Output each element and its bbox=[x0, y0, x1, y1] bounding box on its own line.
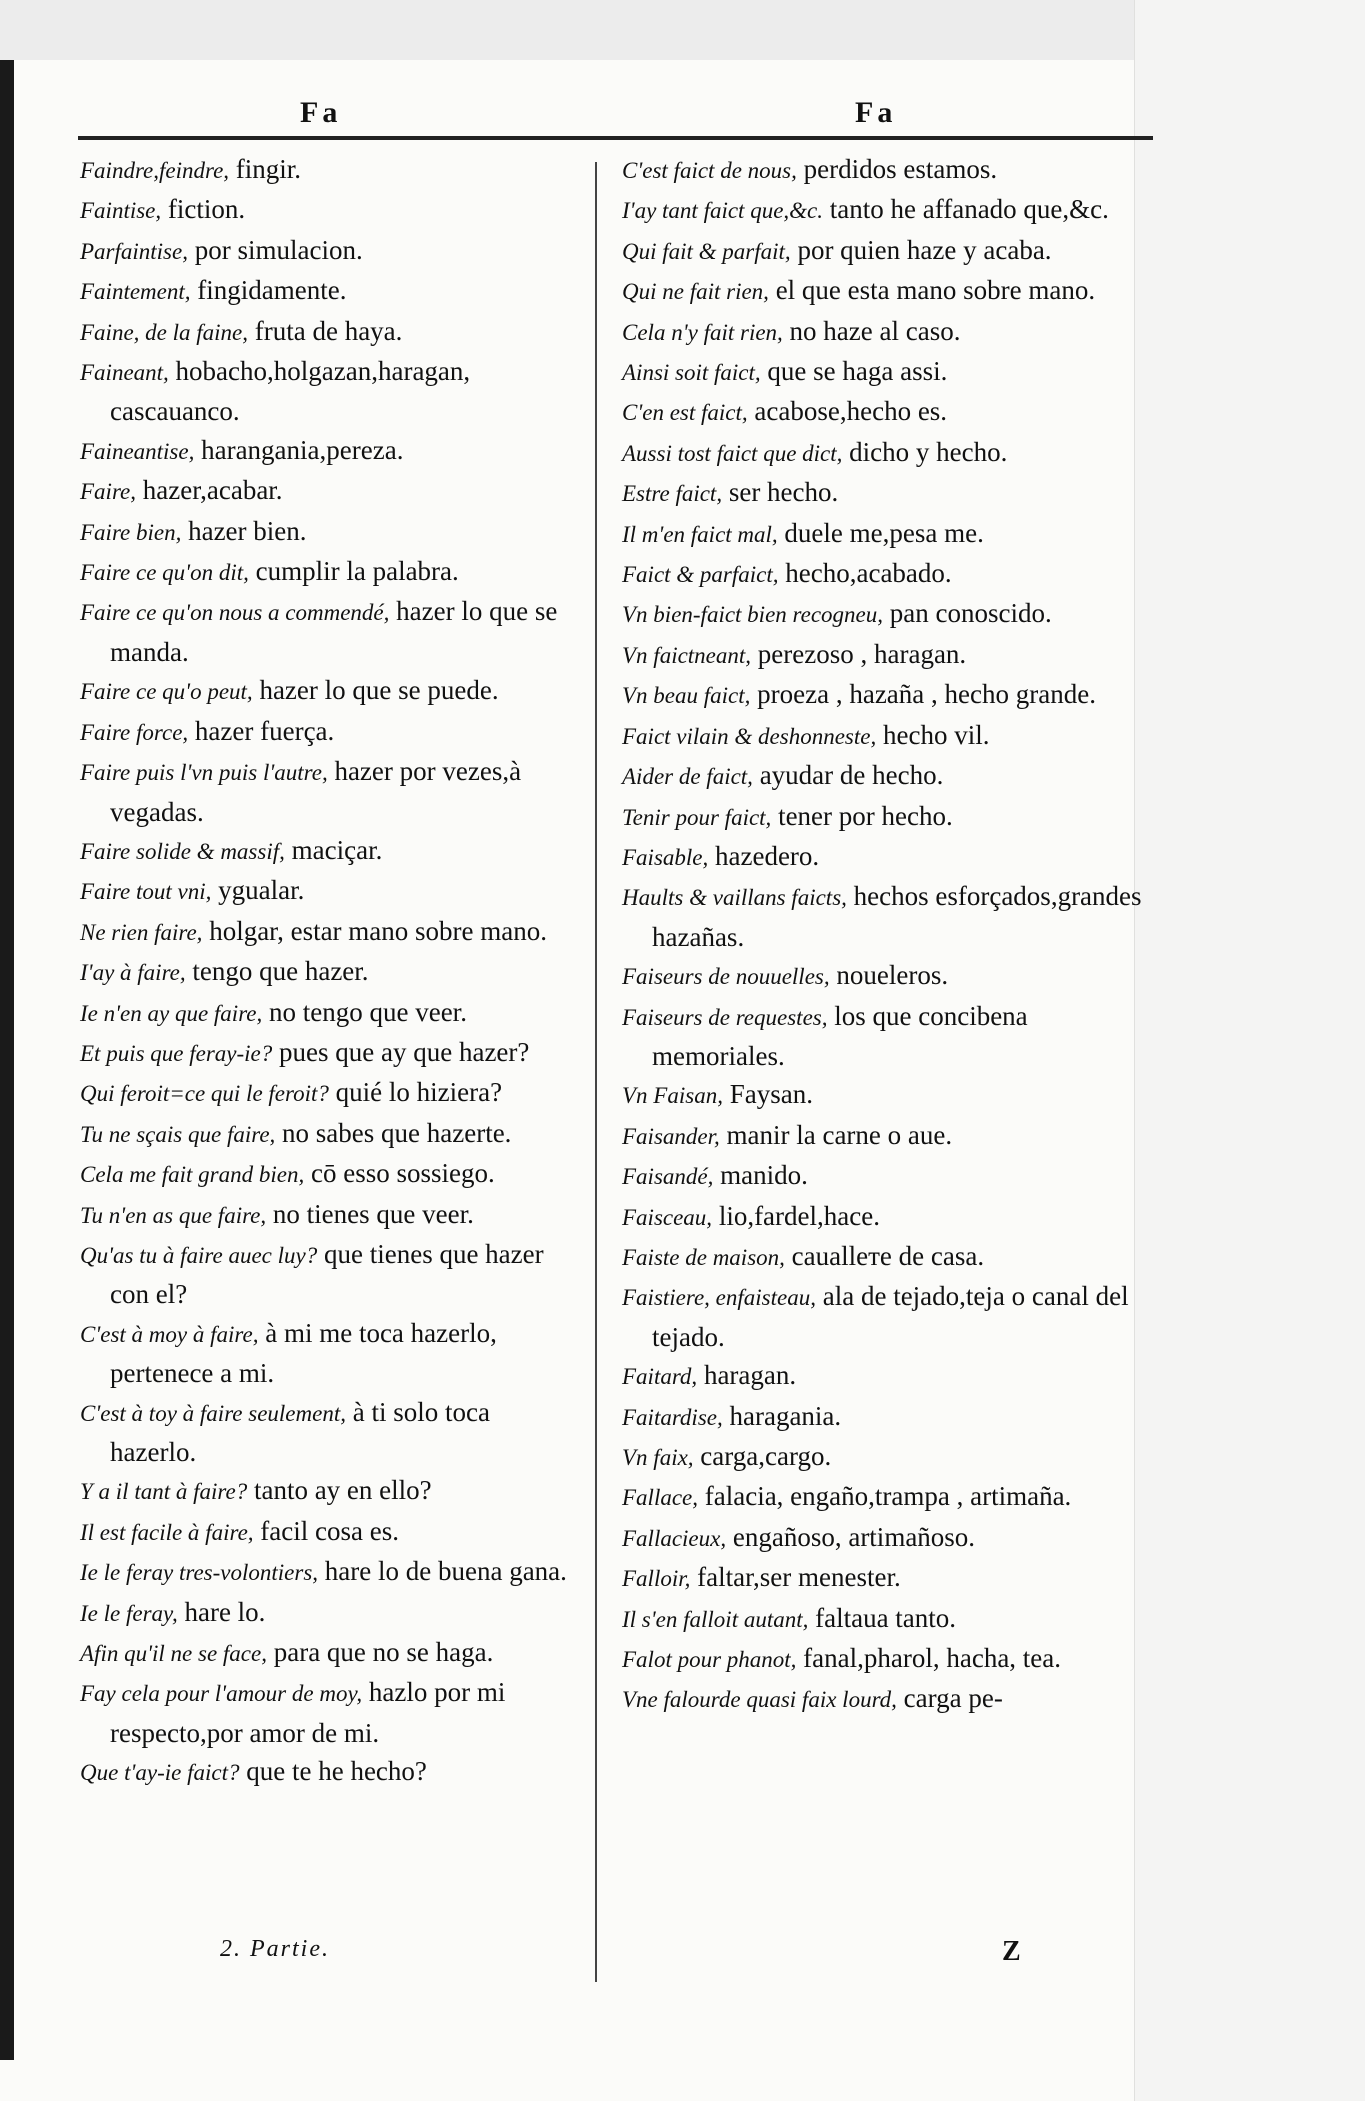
entry-definition: que tienes que hazer con el? bbox=[110, 1238, 544, 1310]
dictionary-entry bbox=[622, 473, 1157, 513]
entry-term: Y a il tant à faire? bbox=[80, 1479, 248, 1505]
dictionary-entry bbox=[80, 231, 570, 271]
entry-definition: no tengo que veer. bbox=[262, 996, 467, 1027]
running-head-right: Fa bbox=[855, 96, 897, 129]
entry-definition: hecho vil. bbox=[876, 719, 990, 750]
dictionary-entry bbox=[80, 871, 570, 911]
entry-term: Et puis que feray-ie? bbox=[80, 1040, 273, 1066]
entry-term: Faire ce qu'o peut, bbox=[80, 679, 253, 705]
dictionary-entry bbox=[80, 1114, 570, 1154]
entry-definition: el que esta mano sobre mano. bbox=[768, 275, 1096, 306]
entry-definition: carga pe- bbox=[896, 1683, 1003, 1714]
entry-term: Faire bien, bbox=[80, 519, 182, 545]
entry-definition: lio,fardel,hace. bbox=[712, 1200, 880, 1231]
entry-term: Qui fait & parfait, bbox=[622, 238, 791, 264]
dictionary-entry bbox=[80, 1673, 570, 1752]
entry-definition: hazer fuerça. bbox=[188, 715, 335, 746]
entry-definition: à mi me toca hazerlo, pertenece a mi. bbox=[110, 1317, 497, 1389]
entry-definition: hecho,acabado. bbox=[778, 558, 952, 589]
entry-definition: hechos esforçados,grandes hazañas. bbox=[652, 881, 1142, 952]
dictionary-entry bbox=[622, 231, 1157, 271]
entry-term: Faire puis l'vn puis l'autre, bbox=[80, 760, 328, 786]
entry-definition: carga,cargo. bbox=[693, 1441, 832, 1471]
dictionary-entry bbox=[622, 635, 1157, 675]
entry-definition: para que no se haga. bbox=[266, 1637, 494, 1668]
entry-term: Faineantise, bbox=[80, 438, 195, 464]
entry-definition: ygualar. bbox=[211, 875, 305, 906]
entry-definition: tanto he affanado que,&c. bbox=[823, 194, 1109, 225]
dictionary-entry bbox=[622, 997, 1157, 1076]
left-column bbox=[80, 150, 570, 1793]
entry-definition: pan conoscido. bbox=[883, 598, 1052, 629]
entry-definition: Faysan. bbox=[722, 1079, 813, 1110]
dictionary-entry bbox=[80, 671, 570, 711]
dictionary-entry bbox=[622, 1237, 1157, 1277]
dictionary-entry bbox=[622, 1397, 1157, 1437]
signature-mark: 2. Partie. bbox=[220, 1936, 330, 1962]
header-rule bbox=[78, 136, 1153, 140]
dictionary-entry bbox=[622, 514, 1157, 554]
entry-term: Fallace, bbox=[622, 1485, 698, 1511]
dictionary-entry bbox=[622, 271, 1157, 311]
dictionary-entry bbox=[80, 1314, 570, 1393]
dictionary-entry bbox=[622, 392, 1157, 432]
dictionary-entry bbox=[622, 1558, 1157, 1598]
entry-definition: tener por hecho. bbox=[771, 800, 953, 831]
entry-term: Fallacieux, bbox=[622, 1525, 727, 1551]
dictionary-entry bbox=[622, 1639, 1157, 1679]
dictionary-entry bbox=[80, 1154, 570, 1194]
entry-term: Faire ce qu'on dit, bbox=[80, 560, 249, 586]
dictionary-entry bbox=[80, 1512, 570, 1552]
entry-definition: acabose,hecho es. bbox=[747, 396, 948, 427]
entry-term: I'ay tant faict que,&c. bbox=[622, 198, 824, 224]
entry-definition: ala de tejado,teja o canal del tejado. bbox=[652, 1281, 1129, 1352]
entry-term: C'en est faict, bbox=[622, 400, 748, 426]
entry-term: Ie le feray tres-volontiers, bbox=[80, 1560, 319, 1586]
entry-term: I'ay à faire, bbox=[80, 960, 186, 986]
entry-term: C'est à toy à faire seulement, bbox=[80, 1400, 346, 1426]
entry-definition: hazer por vezes,à vegadas. bbox=[110, 756, 522, 827]
dictionary-entry bbox=[80, 271, 570, 311]
dictionary-entry bbox=[80, 1593, 570, 1633]
dictionary-entry bbox=[80, 190, 570, 230]
entry-definition: tanto ay en ello? bbox=[247, 1475, 432, 1506]
dictionary-entry bbox=[80, 1633, 570, 1673]
dictionary-entry bbox=[80, 150, 570, 190]
dictionary-entry bbox=[80, 512, 570, 552]
dictionary-entry bbox=[622, 312, 1157, 352]
entry-definition: haragania. bbox=[722, 1400, 842, 1431]
entry-term: Que t'ay-ie faict? bbox=[80, 1760, 240, 1786]
dictionary-entry bbox=[622, 956, 1157, 996]
entry-definition: hazer,acabar. bbox=[136, 475, 283, 506]
entry-term: Faisceau, bbox=[622, 1204, 713, 1230]
entry-term: Faitard, bbox=[622, 1364, 698, 1390]
dictionary-entry bbox=[622, 1518, 1157, 1558]
entry-term: Falloir, bbox=[622, 1566, 691, 1592]
entry-term: Faintise, bbox=[80, 198, 162, 224]
dictionary-entry bbox=[80, 312, 570, 352]
entry-definition: fingidamente. bbox=[190, 275, 347, 306]
entry-definition: engañoso, artimañoso. bbox=[726, 1521, 976, 1552]
dictionary-entry bbox=[622, 1356, 1157, 1396]
dictionary-entry bbox=[80, 1393, 570, 1472]
entry-term: Faict & parfaict, bbox=[622, 562, 779, 588]
entry-definition: cō esso sossiego. bbox=[304, 1158, 495, 1189]
entry-definition: perezoso , haragan. bbox=[751, 638, 967, 669]
entry-term: Faine, de la faine, bbox=[80, 319, 248, 345]
dictionary-entry bbox=[80, 752, 570, 831]
entry-definition: hazedero. bbox=[708, 840, 820, 871]
entry-definition: hare lo de buena gana. bbox=[318, 1556, 567, 1587]
entry-term: Il m'en faict mal, bbox=[622, 521, 778, 547]
dictionary-entry bbox=[80, 1033, 570, 1073]
entry-definition: noueleros. bbox=[829, 960, 949, 991]
entry-definition: hazlo por mi respecto,por amor de mi. bbox=[110, 1677, 506, 1748]
entry-definition: haragan. bbox=[697, 1360, 797, 1391]
entry-term: Faitardise, bbox=[622, 1404, 723, 1430]
entry-term: Parfaintise, bbox=[80, 238, 188, 264]
entry-term: Faintement, bbox=[80, 279, 191, 305]
dictionary-entry bbox=[80, 1552, 570, 1592]
entry-term: Faisandé, bbox=[622, 1164, 714, 1190]
entry-definition: à ti solo toca hazerlo. bbox=[110, 1396, 490, 1467]
entry-definition: holgar, estar mano sobre mano. bbox=[202, 915, 548, 946]
entry-definition: por simulacion. bbox=[187, 234, 363, 265]
dictionary-entry bbox=[80, 592, 570, 671]
entry-definition: fingir. bbox=[229, 154, 302, 184]
entry-term: Fay cela pour l'amour de moy, bbox=[80, 1681, 363, 1707]
entry-term: Vn faix, bbox=[622, 1445, 694, 1470]
entry-definition: no haze al caso. bbox=[782, 315, 961, 346]
dictionary-entry bbox=[80, 1073, 570, 1113]
entry-definition: perdidos estamos. bbox=[796, 154, 998, 184]
entry-term: Faisable, bbox=[622, 844, 709, 870]
entry-term: Faire solide & massif, bbox=[80, 838, 285, 864]
entry-term: Qu'as tu à faire auec luy? bbox=[80, 1242, 318, 1268]
entry-term: Faire ce qu'on nous a commendé, bbox=[80, 600, 390, 626]
entry-definition: maciçar. bbox=[284, 834, 383, 865]
entry-term: Aider de faict, bbox=[622, 764, 753, 790]
entry-definition: hobacho,holgazan,haragan, cascauanco. bbox=[110, 356, 471, 427]
entry-definition: que te he hecho? bbox=[239, 1756, 427, 1787]
dictionary-entry bbox=[622, 877, 1157, 956]
entry-definition: caualleте de casa. bbox=[784, 1240, 985, 1271]
right-column bbox=[622, 150, 1157, 1720]
dictionary-entry bbox=[622, 716, 1157, 756]
entry-definition: faltaua tanto. bbox=[808, 1602, 957, 1633]
dictionary-entry bbox=[622, 1679, 1157, 1719]
entry-term: Ainsi soit faict, bbox=[622, 360, 761, 386]
entry-term: Faindre,feindre, bbox=[80, 158, 230, 183]
entry-term: Ie le feray, bbox=[80, 1600, 178, 1626]
entry-term: Faineant, bbox=[80, 360, 169, 386]
entry-definition: pues que ay que hazer? bbox=[272, 1036, 530, 1067]
entry-term: Ie n'en ay que faire, bbox=[80, 1000, 263, 1026]
entry-definition: quié lo hiziera? bbox=[328, 1077, 503, 1108]
entry-term: Vn Faisan, bbox=[622, 1083, 723, 1109]
entry-term: Qui ne fait rien, bbox=[622, 279, 769, 305]
entry-term: Vn beau faict, bbox=[622, 683, 751, 709]
dictionary-entry bbox=[80, 1195, 570, 1235]
dictionary-entry bbox=[80, 431, 570, 471]
dictionary-entry bbox=[622, 594, 1157, 634]
dictionary-entry bbox=[80, 352, 570, 431]
dictionary-entry bbox=[622, 1599, 1157, 1639]
scan-left-edge bbox=[0, 60, 14, 2060]
dictionary-entry bbox=[622, 675, 1157, 715]
dictionary-entry bbox=[622, 433, 1157, 473]
entry-definition: no sabes que hazerte. bbox=[275, 1117, 512, 1148]
entry-definition: ser hecho. bbox=[722, 477, 839, 508]
entry-term: Vne falourde quasi faix lourd, bbox=[622, 1687, 897, 1713]
dictionary-entry bbox=[80, 1752, 570, 1792]
dictionary-entry bbox=[622, 352, 1157, 392]
entry-definition: duele me,pesa me. bbox=[777, 517, 984, 548]
entry-term: Faistiere, enfaisteau, bbox=[622, 1285, 816, 1311]
entry-definition: no tienes que veer. bbox=[266, 1198, 474, 1229]
entry-term: Tu ne sçais que faire, bbox=[80, 1121, 276, 1147]
entry-definition: manido. bbox=[713, 1160, 808, 1191]
entry-definition: falacia, engaño,trampa , artimaña. bbox=[698, 1481, 1072, 1512]
dictionary-entry bbox=[622, 1477, 1157, 1517]
entry-definition: manir la carne o aue. bbox=[719, 1119, 953, 1150]
entry-term: Faict vilain & deshonneste, bbox=[622, 723, 877, 749]
entry-definition: los que concibena memoriales. bbox=[652, 1000, 1028, 1071]
column-divider bbox=[595, 162, 597, 1982]
dictionary-entry bbox=[80, 552, 570, 592]
entry-term: Cela me fait grand bien, bbox=[80, 1162, 305, 1188]
dictionary-entry bbox=[80, 993, 570, 1033]
entry-definition: cumplir la palabra. bbox=[248, 556, 459, 587]
entry-definition: fanal,pharol, hacha, tea. bbox=[796, 1643, 1062, 1674]
dictionary-entry bbox=[622, 190, 1157, 230]
dictionary-entry bbox=[80, 952, 570, 992]
dictionary-entry bbox=[80, 712, 570, 752]
entry-definition: hazer lo que se puede. bbox=[252, 675, 499, 706]
entry-term: Haults & vaillans faicts, bbox=[622, 885, 847, 911]
dictionary-entry bbox=[80, 471, 570, 511]
entry-definition: hare lo. bbox=[177, 1596, 266, 1627]
entry-definition: ayudar de hecho. bbox=[752, 760, 944, 791]
entry-definition: tengo que hazer. bbox=[185, 956, 369, 987]
entry-term: Tenir pour faict, bbox=[622, 804, 772, 830]
dictionary-entry bbox=[622, 756, 1157, 796]
entry-term: Falot pour phanot, bbox=[622, 1647, 797, 1673]
entry-definition: fiction. bbox=[161, 194, 246, 225]
dictionary-entry bbox=[622, 554, 1157, 594]
entry-term: Ne rien faire, bbox=[80, 919, 203, 945]
entry-definition: hazer bien. bbox=[181, 515, 307, 546]
dictionary-entry bbox=[622, 150, 1157, 190]
dictionary-entry bbox=[622, 1075, 1157, 1115]
entry-term: Il s'en falloit autant, bbox=[622, 1606, 809, 1632]
entry-term: Faiseurs de requestes, bbox=[622, 1004, 828, 1030]
entry-term: Afin qu'il ne se face, bbox=[80, 1641, 267, 1667]
entry-definition: dicho y hecho. bbox=[842, 436, 1008, 467]
entry-term: Tu n'en as que faire, bbox=[80, 1202, 267, 1228]
entry-term: Il est facile à faire, bbox=[80, 1519, 254, 1545]
entry-term: Faiste de maison, bbox=[622, 1244, 785, 1270]
entry-definition: proeza , hazaña , hecho grande. bbox=[750, 679, 1096, 710]
entry-term: Faire, bbox=[80, 479, 136, 505]
entry-definition: faltar,ser menester. bbox=[690, 1562, 901, 1593]
catchword: Z bbox=[1002, 1936, 1021, 1967]
entry-term: Cela n'y fait rien, bbox=[622, 319, 783, 345]
entry-definition: hazer lo que se manda. bbox=[110, 596, 558, 667]
dictionary-entry bbox=[622, 1437, 1157, 1477]
dictionary-entry bbox=[622, 1156, 1157, 1196]
scan-right-margin bbox=[1134, 0, 1365, 2101]
entry-term: Vn faictneant, bbox=[622, 642, 752, 668]
entry-term: Aussi tost faict que dict, bbox=[622, 440, 843, 466]
dictionary-entry bbox=[622, 837, 1157, 877]
dictionary-entry bbox=[80, 1471, 570, 1511]
entry-term: Faire force, bbox=[80, 719, 189, 745]
entry-definition: harangania,pereza. bbox=[194, 434, 404, 465]
entry-term: Estre faict, bbox=[622, 481, 723, 507]
entry-definition: facil cosa es. bbox=[253, 1515, 399, 1546]
entry-term: Qui feroit=ce qui le feroit? bbox=[80, 1081, 329, 1107]
dictionary-entry bbox=[622, 1277, 1157, 1356]
entry-definition: que se haga assi. bbox=[760, 356, 948, 387]
dictionary-entry bbox=[622, 797, 1157, 837]
running-head-left: Fa bbox=[300, 96, 342, 129]
entry-term: C'est faict de nous, bbox=[622, 158, 797, 183]
dictionary-entry bbox=[80, 831, 570, 871]
dictionary-entry bbox=[80, 1235, 570, 1314]
entry-term: Faisander, bbox=[622, 1123, 720, 1149]
entry-definition: por quien haze y acaba. bbox=[790, 234, 1052, 265]
dictionary-entry bbox=[80, 912, 570, 952]
entry-term: Faiseurs de nouuelles, bbox=[622, 964, 830, 990]
dictionary-entry bbox=[622, 1197, 1157, 1237]
entry-term: C'est à moy à faire, bbox=[80, 1321, 259, 1347]
entry-definition: fruta de haya. bbox=[248, 315, 403, 346]
entry-term: Vn bien-faict bien recogneu, bbox=[622, 602, 884, 628]
dictionary-entry bbox=[622, 1116, 1157, 1156]
entry-term: Faire tout vni, bbox=[80, 879, 212, 905]
